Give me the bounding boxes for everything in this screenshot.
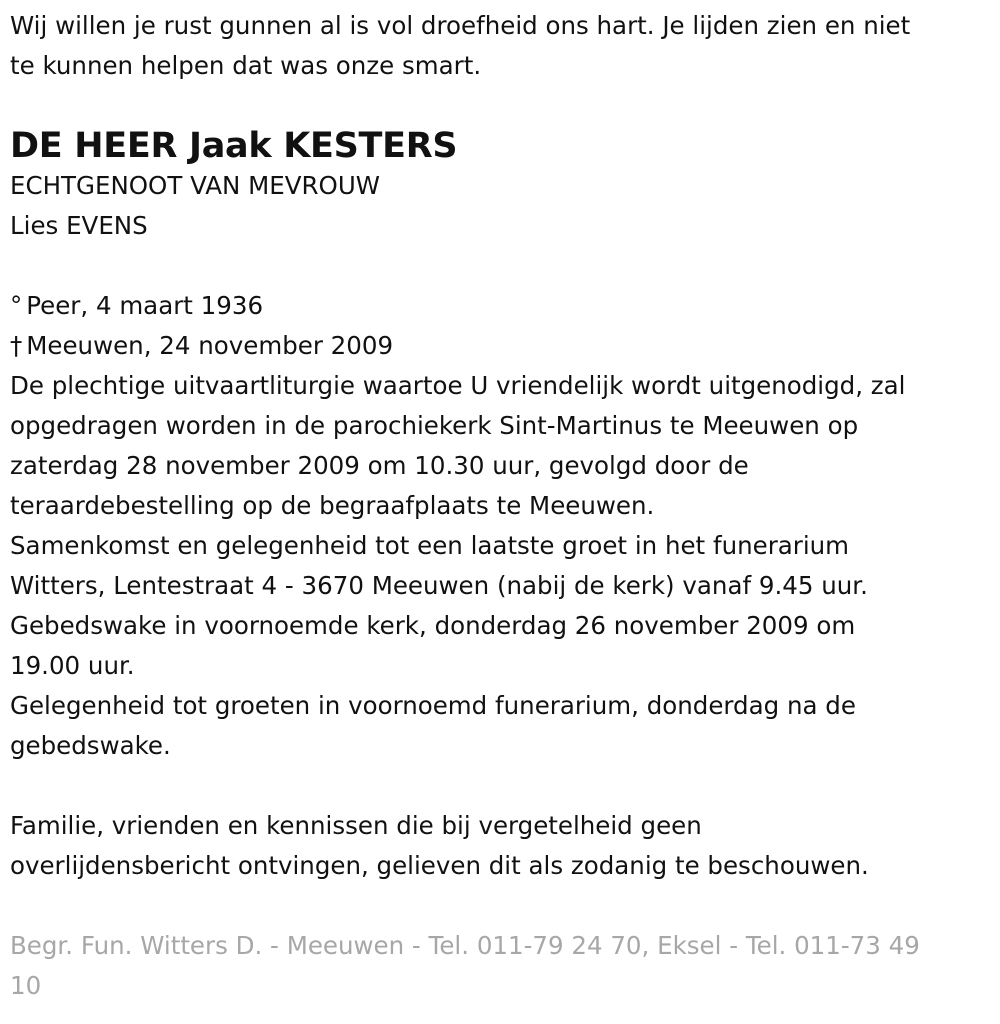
birth-symbol: ° — [10, 291, 23, 320]
ceremony-line: De plechtige uitvaartliturgie waartoe U vriendelijk wordt uitgenodigd, zal — [10, 371, 906, 400]
spacer — [10, 246, 990, 286]
ceremony-line: teraardebestelling op de begraafplaats te Meeuwen. — [10, 491, 655, 520]
ceremony-line: 19.00 uur. — [10, 651, 135, 680]
family-notice — [10, 806, 990, 886]
poem-line-1: Wij willen je rust gunnen al is vol droefheid ons hart. Je lijden zien en niet — [10, 11, 911, 40]
poem-line-2: te kunnen helpen dat was onze smart. — [10, 51, 482, 80]
notice-line-1: Familie, vrienden en kennissen die bij vergetelheid geen — [10, 811, 702, 840]
poem — [10, 6, 990, 86]
notice-line-2: overlijdensbericht ontvingen, gelieven dit als zodanig te beschouwen. — [10, 851, 869, 880]
spacer — [10, 766, 990, 806]
ceremony-line: gebedswake. — [10, 731, 171, 760]
ceremony-line: Witters, Lentestraat 4 - 3670 Meeuwen (nabij de kerk) vanaf 9.45 uur. — [10, 571, 868, 600]
footer-line-2: 10 — [10, 971, 42, 1000]
spacer — [10, 886, 990, 926]
ceremony-line: Gebedswake in voornoemde kerk, donderdag 26 november 2009 om — [10, 611, 856, 640]
birth-line — [10, 286, 990, 326]
spouse-label: ECHTGENOOT VAN MEVROUW — [10, 171, 381, 200]
ceremony-line: Samenkomst en gelegenheid tot een laatste groet in het funerarium — [10, 531, 850, 560]
death-line — [10, 326, 990, 366]
ceremony-details — [10, 366, 990, 766]
death-text: Meeuwen, 24 november 2009 — [26, 331, 394, 360]
cross-icon: † — [10, 331, 23, 360]
spouse-name: Lies EVENS — [10, 211, 148, 240]
ceremony-line: Gelegenheid tot groeten in voornoemd funerarium, donderdag na de — [10, 691, 856, 720]
funeral-home-footer — [10, 926, 990, 1006]
ceremony-line: opgedragen worden in de parochiekerk Sint-Martinus te Meeuwen op — [10, 411, 859, 440]
footer-line-1: Begr. Fun. Witters D. - Meeuwen - Tel. 011-79 24 70, Eksel - Tel. 011-73 49 — [10, 931, 920, 960]
ceremony-line: zaterdag 28 november 2009 om 10.30 uur, gevolgd door de — [10, 451, 749, 480]
deceased-name: DE HEER Jaak KESTERS — [10, 126, 458, 166]
birth-text: Peer, 4 maart 1936 — [26, 291, 264, 320]
